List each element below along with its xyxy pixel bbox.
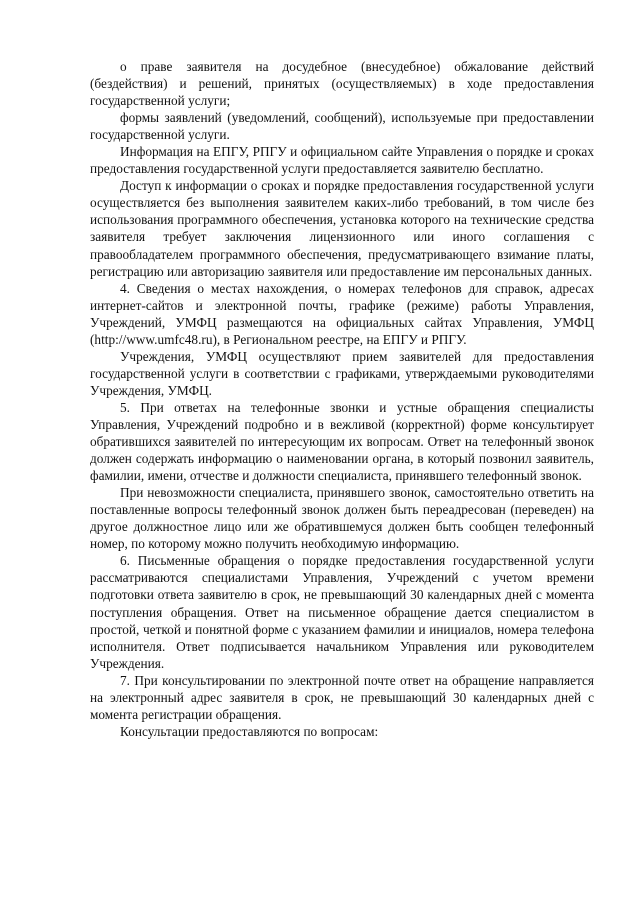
- paragraph-free-information: Информация на ЕПГУ, РПГУ и официальном сайте Управления о порядке и сроках предоставления государственной услуги предоставляется заявителю бесплатно.: [90, 144, 594, 177]
- paragraph-appeal-rights: о праве заявителя на досудебное (внесудебное) обжалование действий (бездействия) и решений, принятых (осуществляемых) в ходе предоставления государственной услуги;: [90, 59, 594, 109]
- paragraph-section-7-email: 7. При консультировании по электронной почте ответ на обращение направляется на электронный адрес заявителя в срок, не превышающий 30 календарных дней с момента регистрации обращения.: [90, 672, 594, 722]
- paragraph-consultation-topics: Консультации предоставляются по вопросам:: [120, 723, 379, 739]
- paragraph-reception-schedule: Учреждения, УМФЦ осуществляют прием заявителей для предоставления государственной услуги в соответствии с графиками, утверждаемыми руководителями Учреждения, УМФЦ.: [90, 348, 594, 398]
- paragraph-section-4-contacts: 4. Сведения о местах нахождения, о номерах телефонов для справок, адресах интернет-сайтов и электронной почты, графике (режиме) работы Управления, Учреждений, УМФЦ размещаются на официальных сайтах Управления, УМФЦ (http://www.umfc48.ru), в Региональном реестре, на ЕПГУ и РПГУ.: [90, 280, 594, 347]
- paragraph-section-5-phone-calls: 5. При ответах на телефонные звонки и устные обращения специалисты Управления, Учреждений подробно и в вежливой (корректной) форме консультирует обратившихся заявителей по интересующим их вопросам. Ответ на телефонный звонок должен содержать информацию о наименовании органа, в который позвонил заявитель, фамилии, имени, отчестве и должности специалиста, принявшего телефонный звонок.: [90, 399, 594, 484]
- paragraph-section-6-written-requests: 6. Письменные обращения о порядке предоставления государственной услуги рассматриваются специалистами Управления, Учреждений с учетом времени подготовки ответа заявителю в срок, не превышающий 30 календарных дней с момента поступления обращения. Ответ на письменное обращение дается специалистом в простой, четкой и понятной форме с указанием фамилии и инициалов, номера телефона исполнителя. Ответ подписывается начальником Управления или руководителем Учреждения.: [90, 553, 594, 671]
- paragraph-call-redirect: При невозможности специалиста, принявшего звонок, самостоятельно ответить на поставленные вопросы телефонный звонок должен быть переадресован (переведен) на другое должностное лицо или же обратившемуся должен быть сообщен телефонный номер, по которому можно получить необходимую информацию.: [90, 485, 594, 552]
- paragraph-application-forms: формы заявлений (уведомлений, сообщений), используемые при предоставлении государственной услуги.: [90, 110, 594, 143]
- document-page: [90, 58, 594, 740]
- paragraph-access-without-requirements: Доступ к информации о сроках и порядке предоставления государственной услуги осуществляется без выполнения заявителем каких-либо требований, в том числе без использования программного обеспечения, установка которого на технические средства заявителя требует заключения лицензионного или иного соглашения с правообладателем программного обеспечения, предусматривающего взимание платы, регистрацию или авторизацию заявителя или предоставление им персональных данных.: [90, 178, 594, 279]
